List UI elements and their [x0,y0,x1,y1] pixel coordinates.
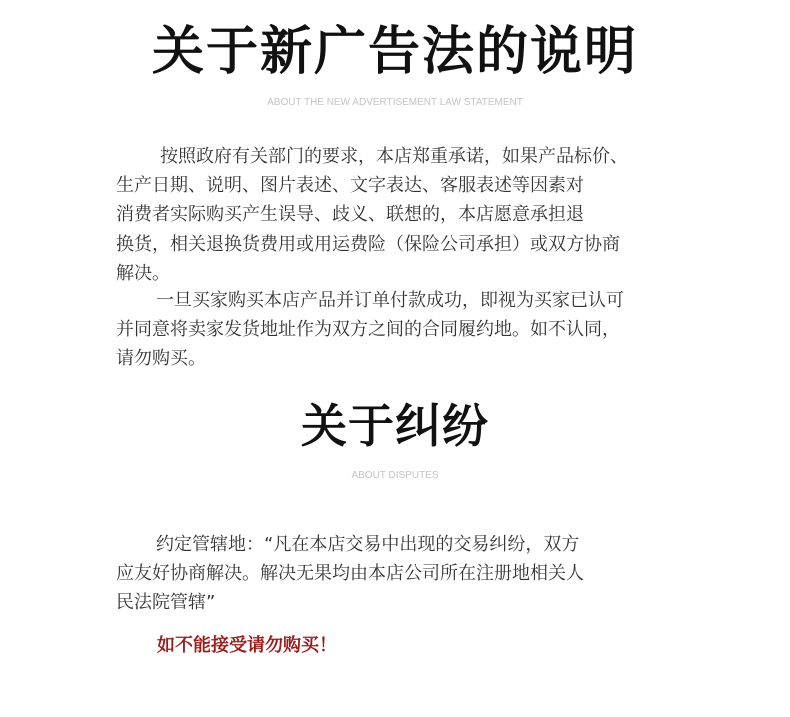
paragraph-line: 换货，相关退换货费用或用运费险（保险公司承担）或双方协商 [116,233,620,255]
warning-text: 如不能接受请勿购买！ [157,635,337,656]
page-subtitle: ABOUT THE NEW ADVERTISEMENT LAW STATEMENT [267,97,523,108]
ad-law-paragraph [116,142,686,288]
page-title: 关于新广告法的说明 [151,22,638,82]
paragraph-line: 约定管辖地：“凡在本店交易中出现的交易纠纷，双方 [156,534,580,555]
paragraph-line: 请勿购买。 [116,348,206,370]
disputes-subtitle: ABOUT DISPUTES [351,470,439,481]
contract-location-paragraph [116,286,686,374]
paragraph-line: 解决。 [116,262,170,284]
paragraph-line: 生产日期、说明、图片表述、文字表达、客服表述等因素对 [116,175,584,197]
paragraph-line: 并同意将卖家发货地址作为双方之间的合同履约地。如不认同， [116,319,620,341]
paragraph-line: 民法院管辖” [116,592,216,614]
disputes-title: 关于纠纷 [301,399,489,453]
paragraph-line: 应友好协商解决。解决无果均由本店公司所在注册地相关人 [116,563,584,585]
jurisdiction-paragraph [116,530,686,618]
paragraph-line: 按照政府有关部门的要求，本店郑重承诺，如果产品标价、 [160,146,628,167]
paragraph-line: 消费者实际购买产生误导、歧义、联想的，本店愿意承担退 [116,204,584,226]
paragraph-line: 一旦买家购买本店产品并订单付款成功，即视为买家已认可 [156,290,624,311]
